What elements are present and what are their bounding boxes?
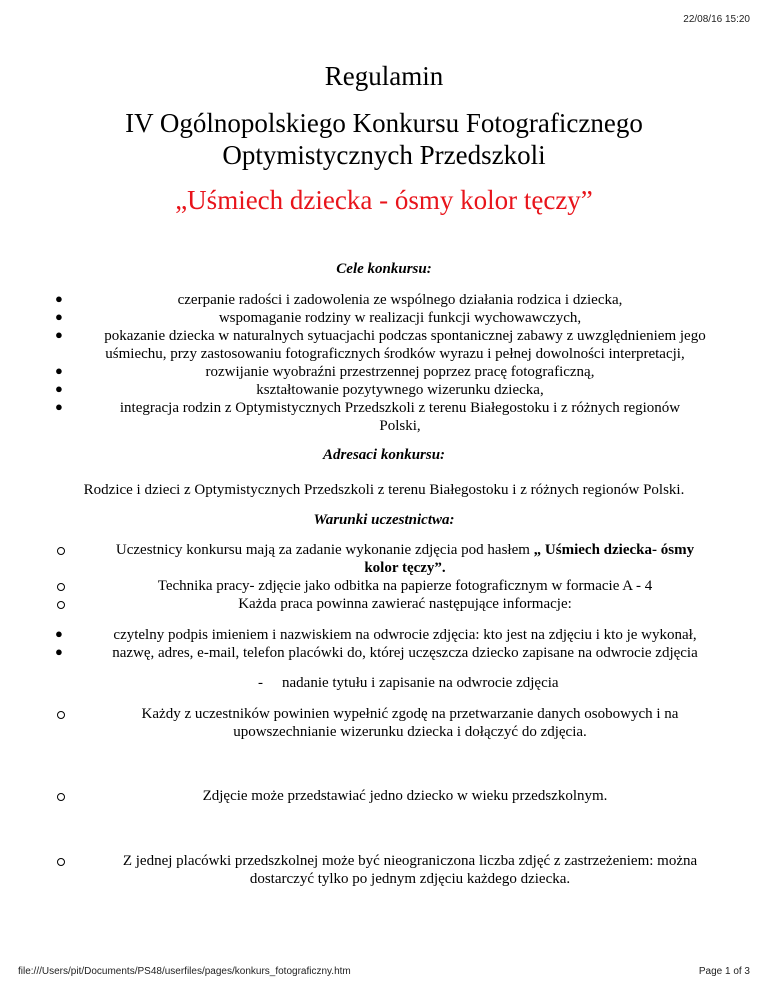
title-slogan: „Uśmiech dziecka - ósmy kolor tęczy” — [175, 185, 593, 215]
title-contest: IV Ogólnopolskiego Konkursu Fotograficznego — [125, 108, 643, 138]
goal-item: pokazanie dziecka w naturalnych sytuacjachi podczas spontanicznej zabawy z uwzględnieniem jego — [104, 328, 706, 344]
page-number: Page 1 of 3 — [698, 966, 750, 977]
goal-item: integracja rodzin z Optymistycznych Przedszkoli z terenu Białegostoku i z różnych regionów — [119, 400, 681, 416]
bullet-icon: ● — [55, 626, 63, 641]
goals-heading: Cele konkursu: — [336, 261, 432, 277]
bullet-icon: ● — [55, 381, 63, 396]
circle-bullet-icon — [57, 793, 65, 801]
bullet-icon: ● — [55, 363, 63, 378]
task-slogan-continued: kolor tęczy”. — [364, 560, 446, 576]
limit-line-continued: dostarczyć tylko po jednym zdjęciu każdego dziecka. — [249, 871, 571, 887]
bullet-icon: ● — [55, 309, 63, 324]
bullet-icon: ● — [55, 291, 63, 306]
circle-bullet-icon — [57, 601, 65, 609]
dash-item: nadanie tytułu i zapisanie na odwrocie zdjęcia — [282, 675, 559, 691]
addressees-text: Rodzice i dzieci z Optymistycznych Przedszkoli z terenu Białegostoku i z różnych regionów Polski. — [83, 482, 685, 498]
task-line — [80, 541, 730, 559]
goal-item-continued: Polski, — [379, 418, 421, 434]
goal-item: czerpanie radości i zadowolenia ze wspólnego działania rodzica i dziecka, — [177, 292, 623, 308]
bullet-icon: ● — [55, 644, 63, 659]
file-path: file:///Users/pit/Documents/PS48/userfiles/pages/konkurs_fotograficzny.htm — [18, 966, 351, 977]
one-child-text: Zdjęcie może przedstawiać jedno dziecko w wieku przedszkolnym. — [202, 788, 608, 804]
addressees-heading: Adresaci konkursu: — [322, 447, 446, 463]
bullet-icon: ● — [55, 327, 63, 342]
dash-icon: - — [258, 675, 263, 691]
bullet-icon: ● — [55, 399, 63, 414]
task-prefix: Uczestnicy konkursu mają za zadanie wykonanie zdjęcia pod hasłem — [115, 542, 534, 558]
info-text: Każda praca powinna zawierać następujące informacje: — [238, 596, 572, 612]
goal-item: wspomaganie rodziny w realizacji funkcji wychowawczych, — [218, 310, 582, 326]
limit-line: Z jednej placówki przedszkolnej może być nieograniczona liczba zdjęć z zastrzeżeniem: można — [122, 853, 698, 869]
technique-text: Technika pracy- zdjęcie jako odbitka na papierze fotograficznym w formacie A - 4 — [157, 578, 653, 594]
consent-line-continued: upowszechnianie wizerunku dziecka i dołączyć do zdjęcia. — [233, 724, 587, 740]
title-kindergartens: Optymistycznych Przedszkoli — [222, 140, 546, 170]
info-item: czytelny podpis imieniem i nazwiskiem na odwrocie zdjęcia: kto jest na zdjęciu i kto je wykonał, — [113, 627, 697, 643]
circle-bullet-icon — [57, 547, 65, 555]
conditions-heading: Warunki uczestnictwa: — [313, 512, 455, 528]
consent-line: Każdy z uczestników powinien wypełnić zgodę na przetwarzanie danych osobowych i na — [141, 706, 679, 722]
print-datetime: 22/08/16 15:20 — [683, 14, 750, 25]
goal-item: rozwijanie wyobraźni przestrzennej poprzez pracę fotograficzną, — [205, 364, 595, 380]
title-regulamin: Regulamin — [324, 61, 444, 91]
goal-item: kształtowanie pozytywnego wizerunku dziecka, — [256, 382, 544, 398]
circle-bullet-icon — [57, 583, 65, 591]
circle-bullet-icon — [57, 711, 65, 719]
goal-item-continued: uśmiechu, przy zastosowaniu fotograficznych środków wyrazu i pełnej dowolności interpretacji, — [105, 346, 685, 362]
info-item: nazwę, adres, e-mail, telefon placówki do, której uczęszcza dziecko zapisane na odwrocie zdjęcia — [112, 645, 698, 661]
circle-bullet-icon — [57, 858, 65, 866]
task-slogan: „ Uśmiech dziecka- ósmy — [533, 542, 695, 558]
